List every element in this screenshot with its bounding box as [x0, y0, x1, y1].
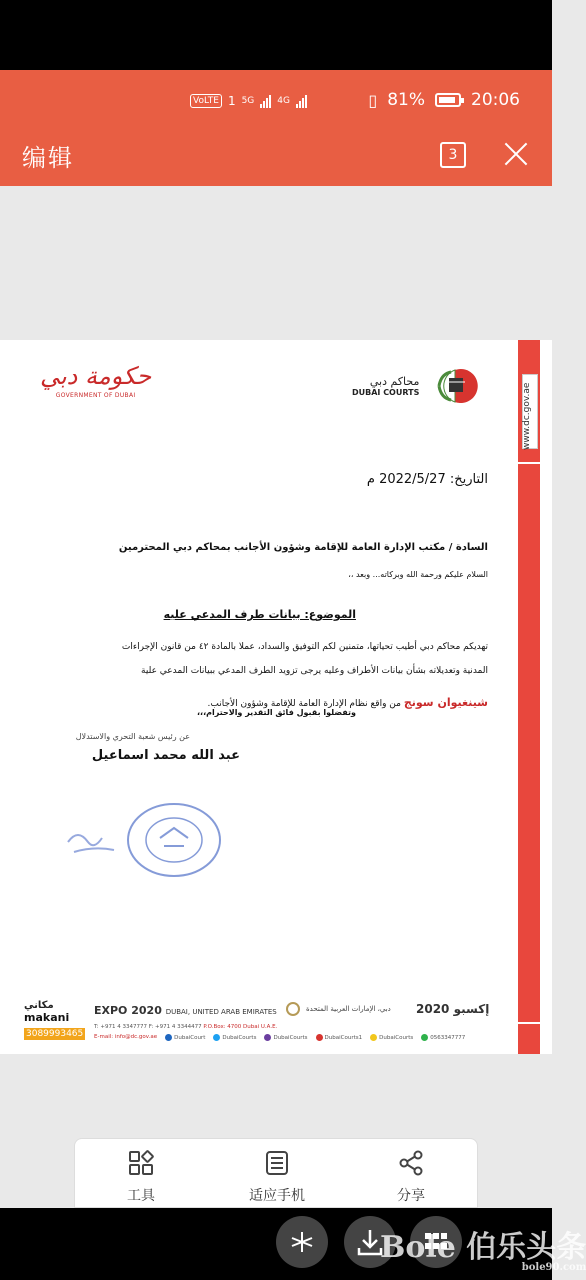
- makani-block: [24, 1000, 85, 1040]
- page-title: 编辑: [22, 144, 74, 172]
- signatory-title: عن رئيس شعبة التحري والاستدلال: [75, 732, 190, 741]
- social-item: DubaiCourts: [370, 1034, 413, 1041]
- battery-icon: [435, 93, 461, 107]
- social-item: 0563347777: [421, 1034, 465, 1041]
- social-item: DubaiCourts: [213, 1034, 256, 1041]
- twitter-icon: [213, 1034, 220, 1041]
- vibrate-icon: ▯: [368, 90, 378, 110]
- official-stamp: [64, 800, 224, 880]
- document-lines-icon: [263, 1149, 291, 1177]
- fit-phone-button[interactable]: [227, 1149, 327, 1205]
- share-button[interactable]: [361, 1149, 461, 1205]
- clock: 20:06: [471, 90, 520, 110]
- share-icon: [397, 1149, 425, 1177]
- defendant-name: شينغيوان سونج: [403, 696, 488, 709]
- stripe-divider: [518, 462, 540, 464]
- close-icon[interactable]: [503, 139, 529, 169]
- letter-date: التاريخ: 2022/5/27 م: [366, 472, 488, 487]
- contact-line: [94, 1024, 277, 1030]
- grid-icon: [127, 1149, 155, 1177]
- signal-bars-icon: [296, 94, 307, 108]
- side-url-text: www.dc.gov.ae: [522, 382, 532, 450]
- expo-arabic-title: إكسبو 2020: [416, 1002, 490, 1016]
- assist-button[interactable]: [276, 1216, 328, 1268]
- gov-logo-arabic: حكومة دبي: [40, 362, 152, 390]
- social-item: DubaiCourt: [165, 1034, 205, 1041]
- makani-arabic: مكاني: [24, 1000, 54, 1011]
- dubai-courts-logo: [352, 368, 487, 404]
- top-black-band: [0, 0, 552, 70]
- page-count-button[interactable]: 3: [440, 142, 466, 168]
- fax-text: F: +971 4 3344477: [148, 1024, 202, 1030]
- expo-emblem-icon: [286, 1002, 300, 1016]
- letter-body-line: تهديكم محاكم دبي أطيب تحياتها، متمنين لكم التوفيق والسداد، عملا بالمادة ٤٢ من قانون الإجراءات: [121, 642, 488, 652]
- makani-number: 3089993465: [26, 1029, 84, 1039]
- letter-closing: وتفضلوا بقبول فائق التقدير والاحترام،،،: [197, 708, 356, 717]
- pobox-text: P.O.Box: 4700 Dubai U.A.E.: [203, 1024, 278, 1030]
- expo-arabic-sub: دبي، الإمارات العربية المتحدة: [306, 1005, 391, 1013]
- document-page[interactable]: [0, 340, 552, 1054]
- net2-label: 4G: [277, 96, 290, 106]
- letter-addressee: السادة / مكتب الإدارة العامة للإقامة وشؤون الأجانب بمحاكم دبي المحترمين: [118, 542, 488, 553]
- gov-dubai-logo: [40, 360, 151, 399]
- social-item: DubaiCourts: [264, 1034, 307, 1041]
- sim1-label: 1: [227, 94, 236, 108]
- letter-greeting: السلام عليكم ورحمة الله وبركاته... وبعد ،،: [348, 570, 488, 579]
- youtube-icon: [316, 1034, 323, 1041]
- letter-body-line: المدنية وتعديلاته بشأن بيانات الأطراف وعليه يرجى تزويد الطرف المدعي ببيانات المدعي علية: [141, 666, 488, 676]
- status-right-group: [368, 90, 520, 110]
- status-signal-group: [190, 94, 307, 108]
- bottom-toolbar: [74, 1138, 478, 1208]
- letter-subject: الموضوع: بيانات طرف المدعي عليه: [163, 608, 356, 621]
- courts-emblem-icon: [425, 368, 487, 404]
- snapchat-icon: [370, 1034, 377, 1041]
- courts-logo-arabic: محاكم دبي: [369, 375, 420, 388]
- expo-english-title: EXPO 2020: [94, 1004, 162, 1017]
- fit-phone-label: 适应手机: [249, 1188, 305, 1204]
- letter-body-line3: من واقع نظام الإدارة العامة للإقامة وشؤون الأجانب.: [207, 699, 401, 709]
- app-bar: [0, 124, 552, 186]
- expo-english-sub: DUBAI, UNITED ARAB EMIRATES: [165, 1008, 277, 1016]
- makani-english: makani: [24, 1011, 70, 1024]
- stripe-divider: [518, 1022, 540, 1024]
- share-label: 分享: [397, 1188, 425, 1204]
- watermark-url: bole90.com: [521, 1262, 586, 1273]
- courts-logo-english: DUBAI COURTS: [352, 388, 420, 397]
- net1-label: 5G: [241, 96, 255, 106]
- signatory-name: عبد الله محمد اسماعيل: [91, 748, 240, 763]
- signal-bars-icon: [260, 94, 271, 108]
- social-item: DubaiCourts1: [316, 1034, 363, 1041]
- social-line: [94, 1034, 465, 1041]
- phone-text: T: +971 4 3347777: [94, 1024, 147, 1030]
- gov-logo-english: GOVERNMENT OF DUBAI: [55, 392, 136, 399]
- expo-english: [94, 1004, 277, 1017]
- sparkle-icon: [276, 1216, 328, 1268]
- email-text: E-mail: info@dc.gov.ae: [94, 1034, 158, 1040]
- watermark-brand: Bole 伯乐头条: [380, 1230, 586, 1265]
- watermark: [380, 1222, 586, 1273]
- instagram-icon: [264, 1034, 271, 1041]
- battery-percent: 81%: [387, 90, 425, 110]
- letter-footer: [24, 984, 494, 1044]
- whatsapp-icon: [421, 1034, 428, 1041]
- tools-button[interactable]: [91, 1149, 191, 1205]
- volte-badge: VoLTE: [190, 94, 222, 108]
- facebook-icon: [165, 1034, 172, 1041]
- tools-label: 工具: [127, 1188, 155, 1204]
